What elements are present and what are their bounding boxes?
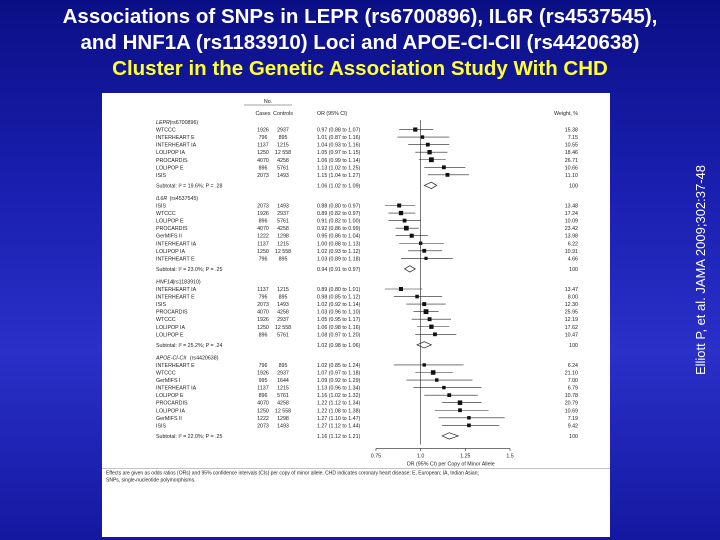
study-cases: 2073 bbox=[257, 423, 269, 430]
forest-plot-panel bbox=[102, 93, 610, 537]
study-or-text: 1.05 (0.95 to 1.17) bbox=[317, 317, 361, 324]
study-cases: 2073 bbox=[257, 203, 269, 210]
point-estimate bbox=[442, 165, 446, 169]
study-or-text: 1.01 (0.87 to 1.16) bbox=[317, 135, 361, 142]
point-estimate bbox=[424, 257, 427, 260]
study-or-text: 1.04 (0.93 to 1.16) bbox=[317, 142, 361, 149]
study-name: INTERHEART E bbox=[156, 256, 195, 263]
study-or-text: 0.88 (0.80 to 0.97) bbox=[317, 203, 361, 210]
study-weight: 13.98 bbox=[564, 233, 578, 240]
study-controls: 1298 bbox=[277, 233, 289, 240]
point-estimate bbox=[467, 424, 471, 428]
study-weight: 6.79 bbox=[567, 385, 578, 392]
x-tick-label: 0.75 bbox=[370, 453, 382, 460]
study-cases: 796 bbox=[258, 256, 268, 263]
study-weight: 10.69 bbox=[564, 408, 578, 415]
study-controls: 1298 bbox=[277, 415, 289, 422]
gene-label: LEPR bbox=[156, 120, 170, 126]
subtotal-label: Subtotal: I² = 22.0%; P = .25 bbox=[156, 433, 223, 440]
subtotal-diamond bbox=[442, 433, 458, 439]
study-weight: 6.22 bbox=[567, 241, 578, 248]
study-name: WTCCC bbox=[156, 317, 176, 324]
point-estimate bbox=[431, 370, 436, 375]
study-name: GerMIFS II bbox=[156, 415, 182, 422]
study-name: LOLIPOP IA bbox=[156, 324, 186, 331]
point-estimate bbox=[424, 309, 429, 314]
gene-label: APOE-CI-CII bbox=[156, 355, 187, 362]
study-weight: 17.62 bbox=[564, 324, 578, 331]
point-estimate bbox=[423, 363, 426, 366]
x-tick-label: 1.25 bbox=[460, 453, 471, 460]
study-name: LOLIPOP E bbox=[156, 218, 184, 225]
study-or-text: 0.97 (0.88 to 1.07) bbox=[317, 127, 361, 134]
study-weight: 4.66 bbox=[567, 256, 578, 263]
point-estimate bbox=[446, 173, 450, 177]
snp-label: (rs6700896) bbox=[169, 120, 199, 126]
subtotal-weight: 100 bbox=[569, 433, 578, 440]
study-cases: 1250 bbox=[257, 408, 269, 415]
study-cases: 1222 bbox=[257, 415, 269, 422]
study-weight: 10.78 bbox=[564, 393, 578, 400]
point-estimate bbox=[447, 393, 451, 397]
study-cases: 995 bbox=[258, 378, 268, 385]
point-estimate bbox=[410, 234, 414, 238]
study-weight: 6.24 bbox=[567, 362, 578, 369]
study-controls: 2937 bbox=[277, 127, 289, 134]
x-tick-label: 1.5 bbox=[506, 453, 514, 460]
study-name: PROCARDIS bbox=[156, 157, 188, 164]
point-estimate bbox=[429, 157, 434, 162]
study-or-text: 0.95 (0.86 to 1.04) bbox=[317, 233, 361, 240]
footnote-line-2: SNPs, single-nucleotide polymorphisms. bbox=[106, 477, 196, 484]
subtotal-or-text: 1.02 (0.98 to 1.06) bbox=[317, 342, 361, 349]
study-or-text: 1.22 (1.08 to 1.38) bbox=[317, 408, 361, 415]
study-name: LOLIPOP IA bbox=[156, 408, 186, 415]
study-or-text: 1.03 (0.89 to 1.18) bbox=[317, 256, 361, 263]
study-or-text: 1.03 (0.96 to 1.10) bbox=[317, 309, 361, 316]
point-estimate bbox=[442, 386, 445, 389]
x-tick-label: 1.0 bbox=[416, 453, 425, 460]
study-weight: 20.79 bbox=[564, 400, 578, 407]
study-name: LOLIPOP E bbox=[156, 393, 184, 400]
study-name: INTERHEART E bbox=[156, 362, 195, 369]
study-or-text: 1.27 (1.12 to 1.44) bbox=[317, 423, 361, 430]
point-estimate bbox=[399, 287, 403, 291]
study-controls: 4258 bbox=[277, 309, 289, 316]
column-header-controls: Controls bbox=[273, 111, 293, 117]
study-weight: 15.38 bbox=[564, 127, 578, 134]
study-controls: 12 558 bbox=[274, 408, 292, 415]
study-name: LOLIPOP IA bbox=[156, 248, 186, 255]
study-controls: 1215 bbox=[277, 287, 289, 293]
study-controls: 1493 bbox=[277, 203, 289, 210]
study-cases: 796 bbox=[258, 362, 268, 369]
study-name: INTERHEART E bbox=[156, 294, 195, 301]
study-or-text: 0.89 (0.82 to 0.97) bbox=[317, 211, 361, 218]
study-controls: 1644 bbox=[277, 378, 289, 385]
point-estimate bbox=[433, 332, 437, 336]
footnote-line-1: Effects are given as odds ratios (ORs) and 95% confidence intervals (CIs) per copy of minor allele. CHD indicates coronary heart disease; E, European; IA, Indian Asian; bbox=[106, 470, 479, 477]
study-cases: 1222 bbox=[257, 233, 269, 240]
study-cases: 896 bbox=[258, 165, 268, 172]
subtotal-diamond bbox=[424, 182, 437, 188]
study-weight: 13.47 bbox=[564, 287, 578, 293]
study-or-text: 1.16 (1.02 to 1.32) bbox=[317, 393, 361, 400]
point-estimate bbox=[403, 219, 407, 223]
study-weight: 10.47 bbox=[564, 332, 578, 339]
study-cases: 1250 bbox=[257, 248, 269, 255]
point-estimate bbox=[399, 211, 403, 215]
study-name: INTERHEART IA bbox=[156, 241, 197, 248]
study-cases: 1926 bbox=[257, 127, 269, 134]
study-name: PROCARDIS bbox=[156, 226, 188, 233]
study-name: INTERHEART E bbox=[156, 135, 195, 142]
study-name: GerMIFS II bbox=[156, 233, 182, 240]
snp-label: (rs1183910) bbox=[172, 279, 201, 286]
study-name: LOLIPOP IA bbox=[156, 150, 186, 157]
study-cases: 4070 bbox=[257, 400, 269, 407]
study-or-text: 1.06 (0.99 to 1.14) bbox=[317, 157, 361, 164]
title-line-3: Cluster in the Genetic Association Study With CHD bbox=[112, 57, 608, 80]
study-cases: 4070 bbox=[257, 157, 269, 164]
study-controls: 895 bbox=[278, 294, 288, 301]
study-weight: 10.66 bbox=[564, 165, 578, 172]
point-estimate bbox=[458, 400, 463, 405]
study-weight: 17.24 bbox=[564, 211, 578, 218]
study-cases: 1137 bbox=[257, 385, 269, 392]
study-or-text: 1.27 (1.10 to 1.47) bbox=[317, 415, 361, 422]
study-cases: 1250 bbox=[257, 150, 269, 157]
study-name: INTERHEART IA bbox=[156, 385, 197, 392]
subtotal-diamond bbox=[405, 266, 416, 272]
study-or-text: 1.22 (1.12 to 1.34) bbox=[317, 400, 361, 407]
study-weight: 8.00 bbox=[567, 294, 578, 301]
study-weight: 12.30 bbox=[564, 302, 578, 309]
study-cases: 1926 bbox=[257, 370, 269, 377]
point-estimate bbox=[413, 127, 417, 131]
study-cases: 896 bbox=[258, 218, 268, 225]
subtotal-label: Subtotal: I² = 25.2%; P = .24 bbox=[156, 342, 223, 349]
study-or-text: 1.02 (0.92 to 1.14) bbox=[317, 302, 361, 309]
study-controls: 895 bbox=[278, 256, 288, 263]
point-estimate bbox=[458, 408, 462, 412]
study-cases: 1250 bbox=[257, 324, 269, 331]
study-controls: 5761 bbox=[277, 393, 289, 400]
forest-plot bbox=[102, 93, 610, 537]
subtotal-or-text: 1.16 (1.12 to 1.21) bbox=[317, 433, 361, 440]
study-controls: 2937 bbox=[277, 211, 289, 218]
study-controls: 5761 bbox=[277, 218, 289, 225]
study-cases: 1137 bbox=[257, 287, 269, 293]
study-controls: 1493 bbox=[277, 302, 289, 309]
study-controls: 4258 bbox=[277, 400, 289, 407]
study-weight: 21.10 bbox=[564, 370, 578, 377]
gene-label: IL6R bbox=[156, 195, 168, 202]
study-or-text: 1.05 (0.97 to 1.15) bbox=[317, 150, 361, 157]
study-name: ISIS bbox=[156, 203, 167, 210]
study-cases: 1137 bbox=[257, 142, 269, 149]
study-name: GerMIFS I bbox=[156, 378, 181, 385]
point-estimate bbox=[421, 135, 424, 138]
study-or-text: 0.91 (0.82 to 1.00) bbox=[317, 218, 361, 225]
subtotal-weight: 100 bbox=[569, 183, 578, 190]
study-or-text: 1.07 (0.97 to 1.18) bbox=[317, 370, 361, 377]
subtotal-label: Subtotal: I² = 19.6%; P = .28 bbox=[156, 183, 223, 190]
study-weight: 7.15 bbox=[567, 135, 578, 142]
column-header-or: OR (95% CI) bbox=[317, 111, 348, 117]
study-controls: 1493 bbox=[277, 423, 289, 430]
study-weight: 23.42 bbox=[564, 226, 578, 233]
subtotal-label: Subtotal: I² = 23.0%; P = .25 bbox=[156, 266, 223, 273]
study-name: LOLIPOP E bbox=[156, 165, 184, 172]
study-weight: 18.46 bbox=[564, 150, 578, 157]
slide-title bbox=[0, 4, 720, 82]
study-weight: 10.09 bbox=[564, 218, 578, 225]
study-cases: 2073 bbox=[257, 302, 269, 309]
study-name: INTERHEART IA bbox=[156, 287, 197, 293]
study-or-text: 1.00 (0.88 to 1.13) bbox=[317, 241, 361, 248]
study-cases: 1137 bbox=[257, 241, 269, 248]
study-or-text: 0.92 (0.86 to 0.99) bbox=[317, 226, 361, 233]
point-estimate bbox=[467, 416, 470, 419]
study-controls: 1215 bbox=[277, 385, 289, 392]
study-weight: 10.55 bbox=[564, 142, 578, 149]
study-weight: 13.48 bbox=[564, 203, 578, 210]
column-header-cases: Cases bbox=[255, 111, 271, 117]
study-cases: 1926 bbox=[257, 211, 269, 218]
snp-label: (rs4420638) bbox=[189, 355, 219, 362]
study-weight: 10.91 bbox=[564, 248, 578, 255]
point-estimate bbox=[429, 325, 433, 329]
study-controls: 12 558 bbox=[274, 150, 292, 157]
study-cases: 796 bbox=[258, 294, 268, 301]
point-estimate bbox=[427, 150, 431, 154]
study-controls: 12 558 bbox=[274, 324, 292, 331]
study-weight: 11.10 bbox=[565, 172, 578, 179]
column-header-no: No. bbox=[263, 99, 273, 105]
study-weight: 12.19 bbox=[564, 317, 578, 324]
point-estimate bbox=[415, 295, 419, 299]
point-estimate bbox=[422, 302, 426, 306]
snp-label: (rs4537545) bbox=[169, 195, 199, 202]
column-header-weight: Weight, % bbox=[553, 111, 578, 117]
study-weight: 7.00 bbox=[567, 378, 578, 385]
study-name: PROCARDIS bbox=[156, 309, 188, 316]
study-controls: 2937 bbox=[277, 317, 289, 324]
study-or-text: 1.13 (1.02 to 1.25) bbox=[317, 165, 361, 172]
x-axis-label: OR (95% CI) per Copy of Minor Allele bbox=[406, 461, 495, 468]
point-estimate bbox=[428, 317, 432, 321]
study-weight: 7.19 bbox=[567, 415, 578, 422]
study-name: INTERHEART IA bbox=[156, 142, 197, 149]
study-controls: 4258 bbox=[277, 157, 289, 164]
study-controls: 2937 bbox=[277, 370, 289, 377]
study-controls: 1493 bbox=[277, 172, 289, 179]
study-or-text: 1.06 (0.98 to 1.16) bbox=[317, 324, 361, 331]
study-weight: 26.71 bbox=[564, 157, 578, 164]
study-or-text: 1.02 (0.85 to 1.24) bbox=[317, 362, 361, 369]
study-or-text: 1.09 (0.92 to 1.29) bbox=[317, 378, 361, 385]
subtotal-weight: 100 bbox=[569, 266, 578, 273]
study-name: PROCARDIS bbox=[156, 400, 188, 407]
study-controls: 4258 bbox=[277, 226, 289, 233]
subtotal-diamond bbox=[417, 342, 431, 348]
study-cases: 896 bbox=[258, 332, 268, 339]
study-or-text: 1.13 (0.96 to 1.34) bbox=[317, 385, 361, 392]
study-or-text: 1.15 (1.04 to 1.27) bbox=[317, 172, 361, 179]
subtotal-weight: 100 bbox=[569, 342, 578, 349]
study-controls: 1215 bbox=[277, 241, 289, 248]
title-line-1: Associations of SNPs in LEPR (rs6700896), IL6R (rs4537545), bbox=[62, 5, 658, 28]
study-cases: 896 bbox=[258, 393, 268, 400]
study-name: LOLIPOP E bbox=[156, 332, 184, 339]
study-or-text: 1.08 (0.97 to 1.20) bbox=[317, 332, 361, 339]
study-or-text: 1.02 (0.93 to 1.12) bbox=[317, 248, 361, 255]
study-controls: 12 558 bbox=[274, 248, 292, 255]
study-cases: 4070 bbox=[257, 226, 269, 233]
study-cases: 4070 bbox=[257, 309, 269, 316]
study-controls: 1215 bbox=[277, 142, 289, 149]
gene-label: HNF1A bbox=[156, 279, 174, 286]
title-line-2: and HNF1A (rs1183910) Loci and APOE-CI-CII (rs4420638) bbox=[80, 31, 640, 54]
point-estimate bbox=[426, 143, 430, 147]
study-cases: 2073 bbox=[257, 172, 269, 179]
study-or-text: 0.89 (0.80 to 1.01) bbox=[317, 287, 361, 293]
point-estimate bbox=[397, 203, 401, 207]
study-controls: 895 bbox=[278, 135, 288, 142]
study-cases: 796 bbox=[258, 135, 268, 142]
study-weight: 9.42 bbox=[567, 423, 578, 430]
study-or-text: 0.98 (0.85 to 1.12) bbox=[317, 294, 361, 301]
study-controls: 895 bbox=[278, 362, 288, 369]
study-controls: 5761 bbox=[277, 332, 289, 339]
study-cases: 1926 bbox=[257, 317, 269, 324]
study-weight: 25.95 bbox=[564, 309, 578, 316]
study-name: WTCCC bbox=[156, 127, 176, 134]
study-controls: 5761 bbox=[277, 165, 289, 172]
study-name: ISIS bbox=[156, 423, 167, 430]
point-estimate bbox=[435, 378, 438, 381]
study-name: ISIS bbox=[156, 172, 167, 179]
subtotal-or-text: 0.94 (0.91 to 0.97) bbox=[317, 266, 361, 273]
study-name: ISIS bbox=[156, 302, 167, 309]
point-estimate bbox=[404, 226, 409, 231]
point-estimate bbox=[422, 249, 426, 253]
citation: Elliott P, et al. JAMA 2009;302:37-48 bbox=[693, 164, 708, 376]
study-name: WTCCC bbox=[156, 370, 176, 377]
subtotal-or-text: 1.06 (1.02 to 1.09) bbox=[317, 183, 361, 190]
study-name: WTCCC bbox=[156, 211, 176, 218]
